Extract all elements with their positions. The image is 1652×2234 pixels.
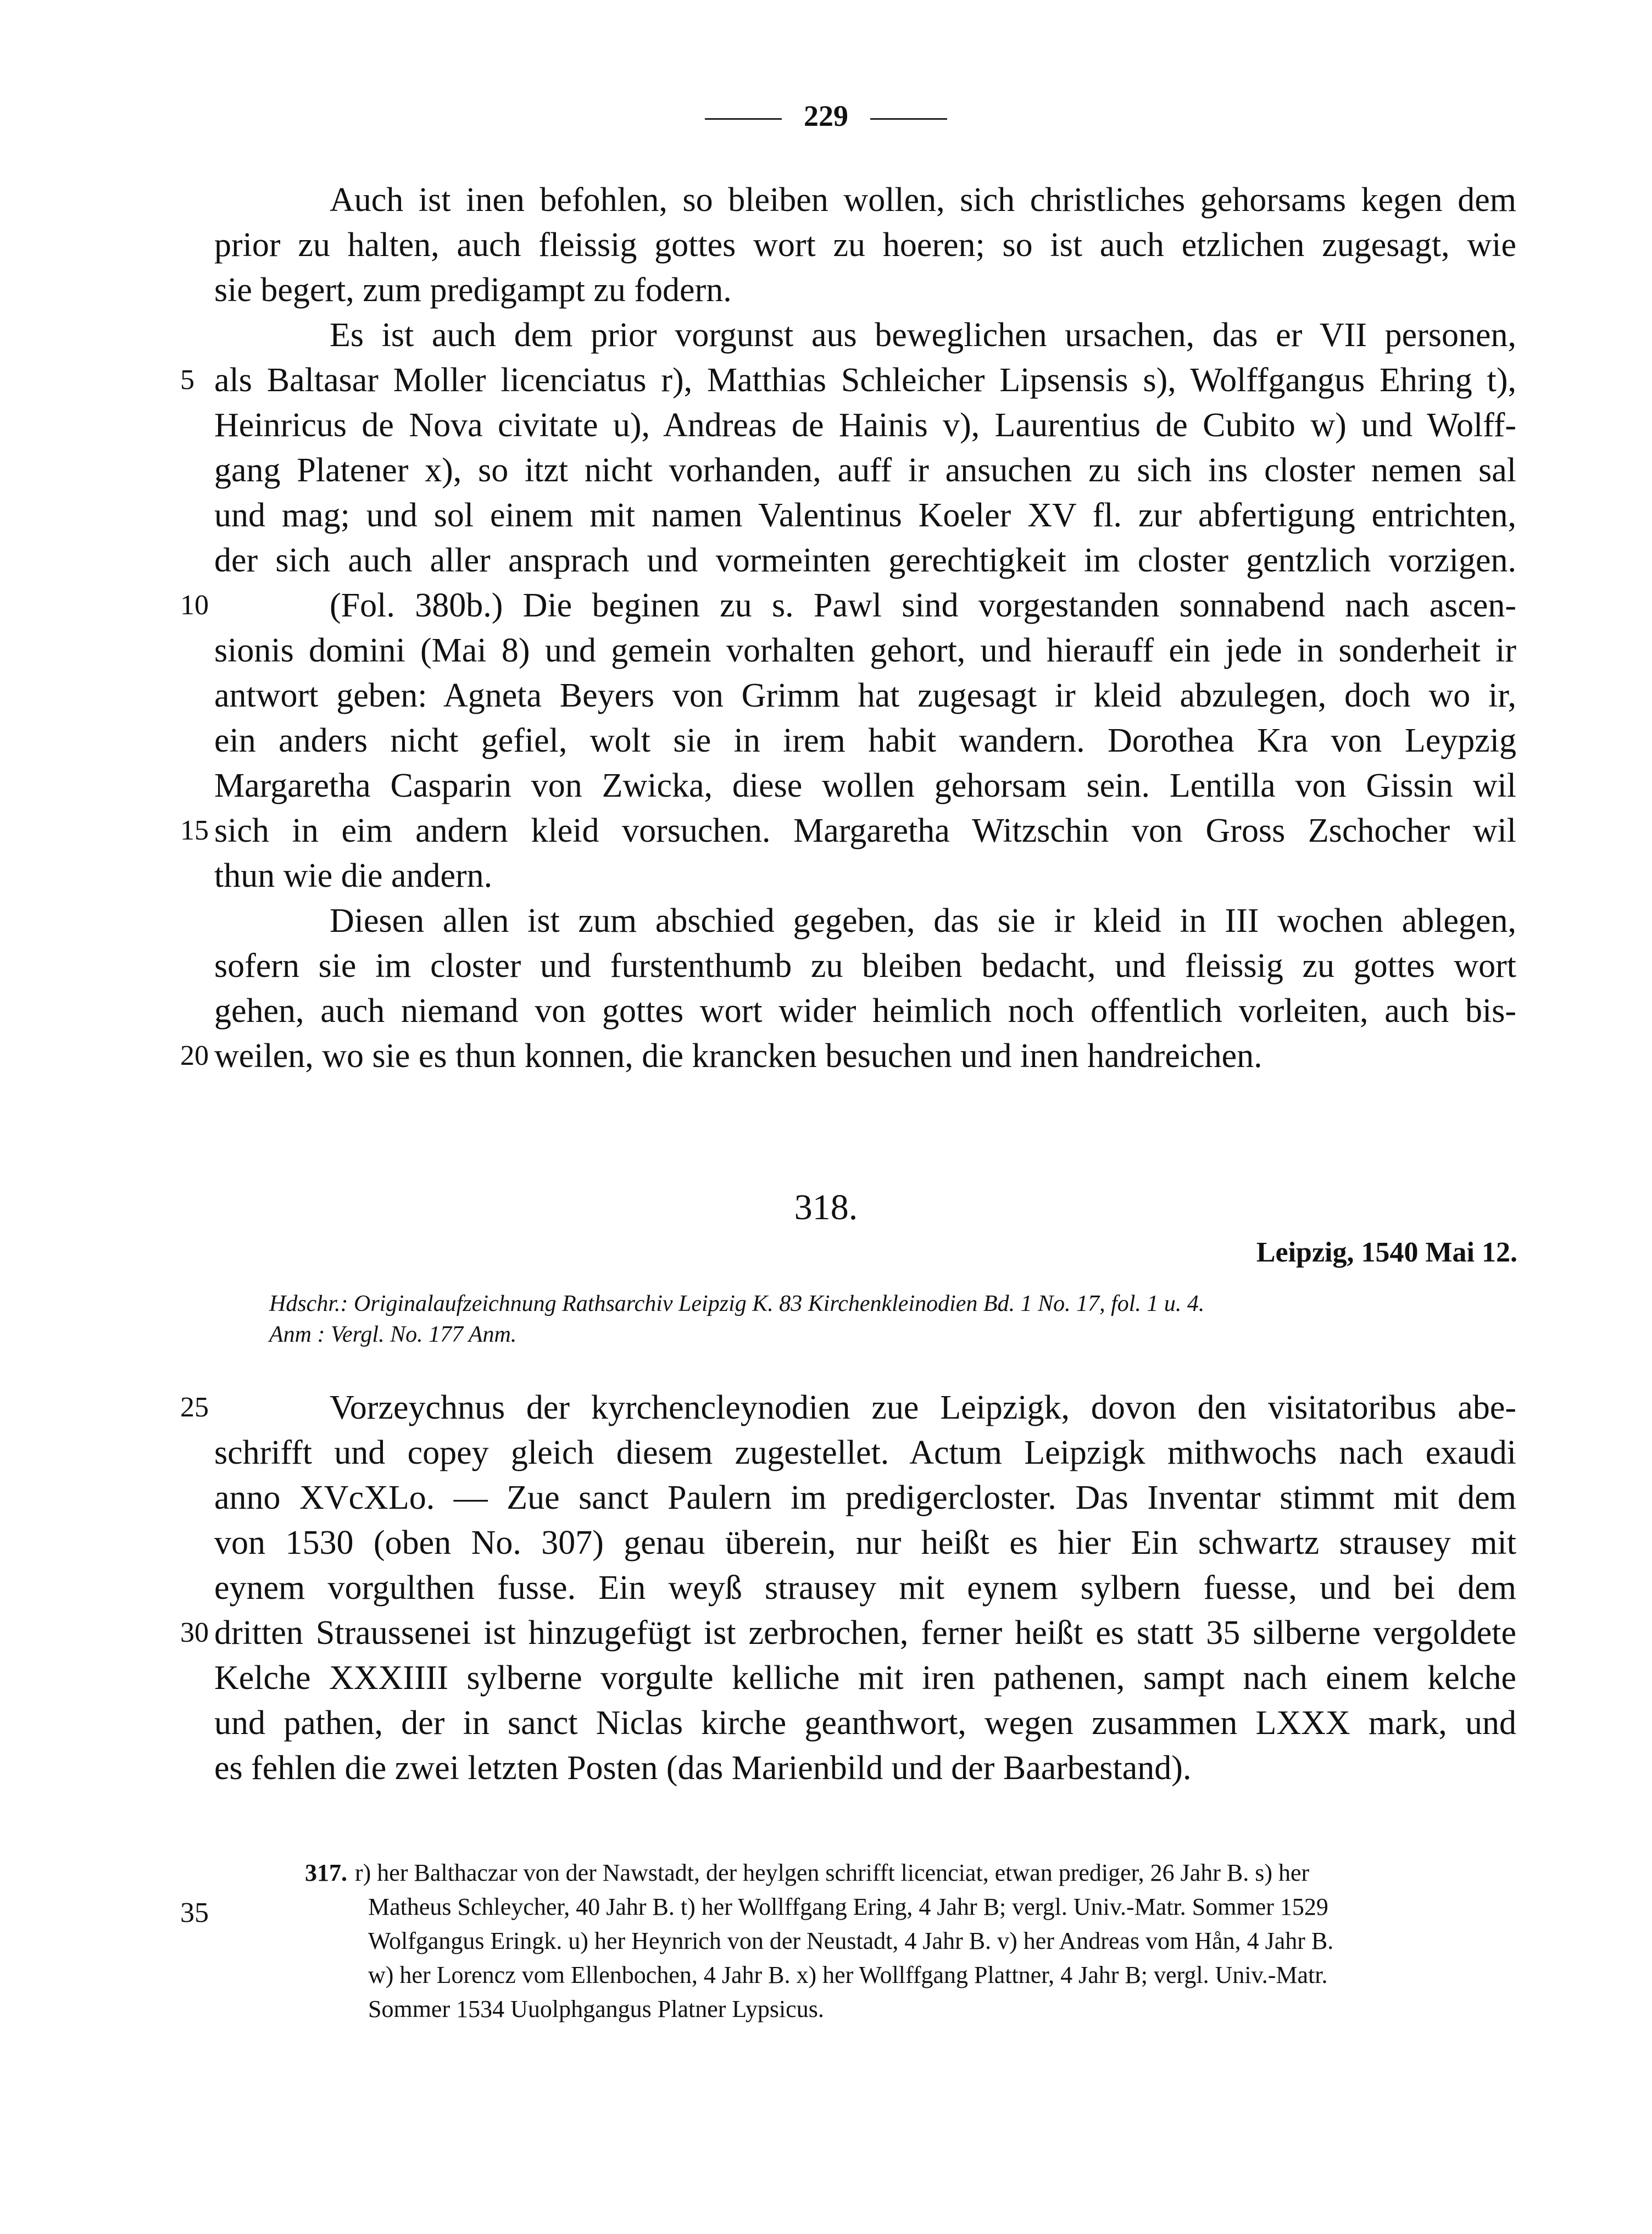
text-line: schrifft und copey gleich diesem zugestellet. Actum Leipzigk mithwochs nach exaudi bbox=[214, 1434, 1516, 1471]
text-line: und mag; und sol einem mit namen Valentinus Koeler XV fl. zur abfertigung entrichten, bbox=[214, 497, 1516, 534]
line-number: 10 bbox=[180, 590, 209, 621]
text-line: Diesen allen ist zum abschied gegeben, das sie ir kleid in III wochen ablegen, bbox=[330, 902, 1516, 940]
line-number: 5 bbox=[180, 364, 194, 396]
text-line: ein anders nicht gefiel, wolt sie in irem habit wandern. Dorothea Kra von Leypzig bbox=[214, 722, 1516, 759]
text-line: Es ist auch dem prior vorgunst aus beweglichen ursachen, das er VII personen, bbox=[330, 316, 1516, 354]
page-number: 229 bbox=[804, 99, 848, 132]
footnote-line: Matheus Schleycher, 40 Jahr B. t) her Wollffgang Ering, 4 Jahr B; vergl. Univ.-Matr. Sommer 1529 bbox=[368, 1893, 1328, 1920]
header-rule-right bbox=[870, 118, 947, 120]
text-line: eynem vorgulthen fusse. Ein weyß strausey mit eynem sylbern fuesse, und bei dem bbox=[214, 1569, 1516, 1607]
line-number: 20 bbox=[180, 1040, 209, 1071]
text-line: antwort geben: Agneta Beyers von Grimm hat zugesagt ir kleid abzulegen, doch wo ir, bbox=[214, 677, 1516, 714]
text-line: weilen, wo sie es thun konnen, die krancken besuchen und inen handreichen. bbox=[214, 1037, 1262, 1075]
source-note: Hdschr.: Originalaufzeichnung Rathsarchiv Leipzig K. 83 Kirchenkleinodien Bd. 1 No. 17, fol. 1 u. 4. bbox=[269, 1291, 1205, 1316]
text-line: gang Platener x), so itzt nicht vorhanden, auff ir ansuchen zu sich ins closter nemen sal bbox=[214, 452, 1516, 489]
place-date: Leipzig, 1540 Mai 12. bbox=[1256, 1237, 1517, 1268]
text-line: gehen, auch niemand von gottes wort wider heimlich noch offentlich vorleiten, auch bis- bbox=[214, 992, 1516, 1030]
footnote-line: w) her Lorencz vom Ellenbochen, 4 Jahr B. x) her Wollffgang Plattner, 4 Jahr B; vergl. Univ.-Matr. bbox=[368, 1961, 1328, 1988]
line-number: 25 bbox=[180, 1392, 209, 1423]
text-line: (Fol. 380b.) Die beginen zu s. Pawl sind vorgestanden sonnabend nach ascen- bbox=[330, 587, 1516, 624]
footnote-text: r) her Balthaczar von der Nawstadt, der heylgen schrifft licenciat, etwan prediger, 26 Jahr B. s) her bbox=[355, 1859, 1310, 1886]
header-rule-left bbox=[705, 118, 782, 120]
text-line: sich in eim andern kleid vorsuchen. Margaretha Witzschin von Gross Zschocher wil bbox=[214, 812, 1516, 849]
text-line: Margaretha Casparin von Zwicka, diese wollen gehorsam sein. Lentilla von Gissin wil bbox=[214, 767, 1516, 804]
text-line: Vorzeychnus der kyrchencleynodien zue Leipzigk, dovon den visitatoribus abe- bbox=[330, 1389, 1516, 1426]
text-line: Kelche XXXIIII sylberne vorgulte kelliche mit iren pathenen, sampt nach einem kelche bbox=[214, 1659, 1516, 1697]
text-line: thun wie die andern. bbox=[214, 857, 493, 894]
footnote-label: 317. bbox=[305, 1859, 347, 1886]
footnote-line bbox=[305, 1856, 1519, 1890]
page-header bbox=[0, 99, 1652, 133]
footnote-line: Sommer 1534 Uuolphgangus Platner Lypsicus. bbox=[368, 1996, 824, 2022]
text-line: Auch ist inen befohlen, so bleiben wollen, sich christliches gehorsams kegen dem bbox=[330, 181, 1516, 219]
text-line: der sich auch aller ansprach und vormeinten gerechtigkeit im closter gentzlich vorzigen. bbox=[214, 542, 1516, 579]
line-number: 30 bbox=[180, 1617, 209, 1648]
line-number: 15 bbox=[180, 815, 209, 846]
text-line: sie begert, zum predigampt zu fodern. bbox=[214, 271, 732, 309]
text-line: prior zu halten, auch fleissig gottes wort zu hoeren; so ist auch etzlichen zugesagt, wie bbox=[214, 226, 1516, 264]
text-line: anno XVcXLo. — Zue sanct Paulern im predigercloster. Das Inventar stimmt mit dem bbox=[214, 1479, 1516, 1516]
text-line: als Baltasar Moller licenciatus r), Matthias Schleicher Lipsensis s), Wolffgangus Ehring t), bbox=[214, 362, 1516, 399]
text-line: von 1530 (oben No. 307) genau überein, nur heißt es hier Ein schwartz strausey mit bbox=[214, 1524, 1516, 1561]
document-number: 318. bbox=[794, 1187, 858, 1227]
text-line: sionis domini (Mai 8) und gemein vorhalten gehort, und hierauff ein jede in sonderheit ir bbox=[214, 632, 1516, 669]
text-line: und pathen, der in sanct Niclas kirche geanthwort, wegen zusammen LXXX mark, und bbox=[214, 1704, 1516, 1742]
text-line: dritten Straussenei ist hinzugefügt ist zerbrochen, ferner heißt es statt 35 silberne vergoldete bbox=[214, 1614, 1516, 1652]
line-number: 35 bbox=[180, 1897, 209, 1929]
text-line: Heinricus de Nova civitate u), Andreas de Hainis v), Laurentius de Cubito w) und Wolff- bbox=[214, 407, 1516, 444]
text-line: sofern sie im closter und furstenthumb zu bleiben bedacht, und fleissig zu gottes wort bbox=[214, 947, 1516, 985]
footnote-line: Wolfgangus Eringk. u) her Heynrich von der Neustadt, 4 Jahr B. v) her Andreas vom Hån, 4 Jahr B. bbox=[368, 1927, 1334, 1954]
text-line: es fehlen die zwei letzten Posten (das Marienbild und der Baarbestand). bbox=[214, 1749, 1192, 1787]
source-annotation: Anm : Vergl. No. 177 Anm. bbox=[269, 1322, 517, 1347]
